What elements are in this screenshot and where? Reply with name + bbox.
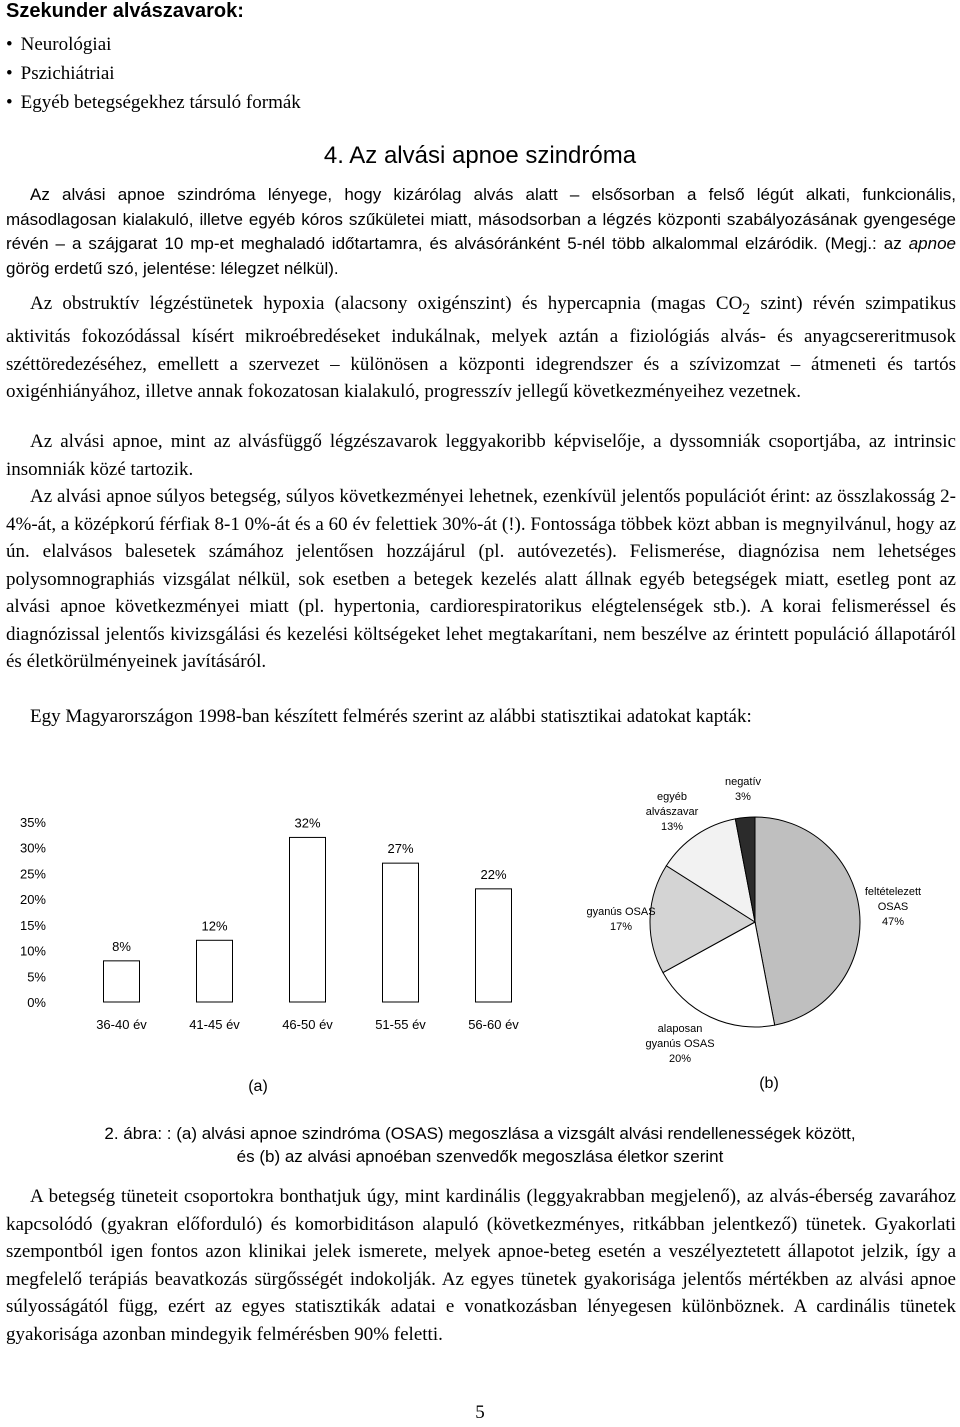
pie-label-line: alvászavar xyxy=(645,806,699,818)
section-heading: Szekunder alvászavarok: xyxy=(6,0,244,22)
bar-data-label: 27% xyxy=(387,841,414,857)
pie-slice xyxy=(755,817,860,1025)
pie-label-line: 47% xyxy=(881,916,905,928)
bar-data-label: 12% xyxy=(201,918,228,934)
intro-text-before: Az alvási apnoe szindróma lényege, hogy kizárólag alvás alatt – elsősorban a felső légút alkati, funkcionális, másodlagosan kialakuló, illetve egyéb kóros szűkületei miatt, másodsorban a légzés központi szabályozásának gyengesége révén – a szájgarat 10 mp-et meghaladó időtartamra, és alvásóránként 5-nél több alkalommal elzáródik. (Megj.: az xyxy=(6,185,956,254)
y-tick-label: 0% xyxy=(27,995,46,1010)
bullet-text: Egyéb betegségekhez társuló formák xyxy=(20,92,301,113)
pie-label-line: 17% xyxy=(609,921,633,933)
x-tick-label: 51-55 év xyxy=(375,1017,426,1032)
pie-label-line: gyanús OSAS xyxy=(586,906,656,918)
y-tick-label: 15% xyxy=(19,917,46,933)
intro-italic-term: apnoe xyxy=(908,234,956,254)
figure-caption-line-2: és (b) az alvási apnoéban szenvedők megoszlása életkor szerint xyxy=(236,1147,724,1166)
chart-panel-label: (b) xyxy=(759,1075,779,1092)
y-tick-label: 25% xyxy=(19,866,46,882)
y-tick-label: 5% xyxy=(27,969,46,985)
y-tick-label: 30% xyxy=(19,840,46,856)
bullet-text: Neurológiai xyxy=(20,34,112,55)
x-tick-label: 46-50 év xyxy=(282,1017,333,1032)
x-tick-label: 56-60 év xyxy=(468,1017,519,1032)
bar xyxy=(476,889,512,1002)
p1-text-after: szint) révén szimpatikus aktivitás fokozódással kísért mikroébredéseket indukálnak, melyek aztán a fiziológiás alvás- és anyagcsereritmusok széttöredezéséhez, emellett a szervezet – különösen a központi idegrendszer és a szívizomzat – átmeneti és tartós oxigénhiányához, illetve annak fokozatosan kialakuló, progresszív jellegű következményeihez vezetnek. xyxy=(6,293,956,403)
figure-2 xyxy=(0,770,960,1170)
pie-label-line: alaposan xyxy=(657,1023,703,1035)
figure-caption xyxy=(0,1122,960,1168)
pie-label-line: 13% xyxy=(660,821,684,833)
bullet-item xyxy=(6,30,301,59)
pie-label-line: 20% xyxy=(668,1053,692,1065)
pie-label-line: OSAS xyxy=(877,901,909,913)
chart-panel-label: (a) xyxy=(248,1078,268,1095)
bar xyxy=(383,863,419,1002)
severity-paragraph: Az alvási apnoe súlyos betegség, súlyos következményei lehetnek, ezenkívül jelentős populációt érint: az összlakosság 2-4%-át, a középkorú férfiak 8-1 0%-át és a 60 év felettiek 30%-át (!). Fontossága többek közt abban is megnyilvánul, hogy az ún. elalvásos balesetek számához jelentősen hozzájárul (pl. autóvezetés). Felismerése, diagnózisa nem lehetséges polysomnographiás vizsgálat nélkül, sok esetben a betegek kezelés alatt állnak egyéb betegségek miatt, esetleg pont az alvási apnoe következményei miatt (pl. hypertonia, cardiorespiratorikus elégtelenségek stb.). A korai felismeréssel és diagnózissal jelentős kivizsgálási és kezelési költségeket lehet megtakarítani, nem beszélve az érintett populáció állapotáról és életkörülményeinek javításáról. xyxy=(6,486,956,672)
p1-subscript: 2 xyxy=(742,300,751,318)
bar-data-label: 32% xyxy=(294,815,321,831)
pie-slice-label xyxy=(865,886,921,928)
survey-paragraph: Egy Magyarországon 1998-ban készített felmérés szerint az alábbi statisztikai adatokat kapták: xyxy=(30,706,752,727)
intro-paragraph xyxy=(6,183,956,281)
bullet-list xyxy=(6,30,301,117)
pie-label-line: negatív xyxy=(724,776,762,788)
x-tick-label: 41-45 év xyxy=(189,1017,240,1032)
figure-charts xyxy=(0,770,960,1110)
pie-slice-label xyxy=(725,776,762,803)
bullet-item xyxy=(6,88,301,117)
y-tick-label: 10% xyxy=(19,943,46,959)
p1-text-before: Az obstruktív légzéstünetek hypoxia (alacsony oxigénszint) és hypercapnia (magas CO xyxy=(30,293,743,314)
bar xyxy=(290,837,326,1002)
chapter-title: 4. Az alvási apnoe szindróma xyxy=(323,142,637,169)
y-tick-label: 20% xyxy=(19,892,46,908)
bullet-text: Pszichiátriai xyxy=(20,63,115,84)
x-tick-label: 36-40 év xyxy=(96,1017,147,1032)
bar-data-label: 8% xyxy=(112,938,131,954)
pie-slice-label xyxy=(645,1023,714,1065)
pie-label-line: egyéb xyxy=(657,791,687,803)
page-number: 5 xyxy=(475,1402,485,1423)
figure-caption-line-1: 2. ábra: : (a) alvási apnoe szindróma (OSAS) megoszlása a vizsgált alvási rendellenességek között, xyxy=(104,1124,856,1143)
pie-label-line: gyanús OSAS xyxy=(645,1038,715,1050)
y-tick-label: 35% xyxy=(19,815,46,830)
symptoms-paragraph: A betegség tüneteit csoportokra bonthatjuk úgy, mint kardinális (leggyakrabban megjelenő), az alvás-éberség zavarához kapcsolódó (gyakran előforduló) és komorbiditáson alapuló (következményes, ritkábban jelentkező) tünetek. Gyakorlati szempontból igen fontos azon klinikai jelek ismerete, melyek apnoe-beteg esetén a veszélyeztetett állapotot jelzik, így a megfelelő terápiás beavatkozás sürgősségét indokolják. Az egyes tünetek gyakorisága jelentős mértékben az alvási apnoe súlyosságától függ, ezért az egyes statisztikák adatai e vonatkozásban lényegesen különböznek. A cardinális tünetek gyakorisága azonban mindegyik felmérésben 90% feletti. xyxy=(6,1186,956,1345)
dyssomnia-paragraph: Az alvási apnoe, mint az alvásfüggő légzészavarok leggyakoribb képviselője, a dyssomniák csoportjába, az intrinsic insomniák közé tartozik. xyxy=(6,431,956,480)
pie-slice-label xyxy=(646,791,699,833)
bullet-item xyxy=(6,59,301,88)
pie-label-line: 3% xyxy=(735,791,751,803)
obstructive-paragraph xyxy=(6,290,956,406)
bar-data-label: 22% xyxy=(480,866,507,882)
bar xyxy=(197,940,233,1002)
bar xyxy=(104,961,140,1002)
pie-slice-label xyxy=(586,906,655,933)
pie-label-line: feltételezett xyxy=(864,886,922,898)
intro-text-after: görög erdetű szó, jelentése: lélegzet nélkül). xyxy=(6,258,339,278)
